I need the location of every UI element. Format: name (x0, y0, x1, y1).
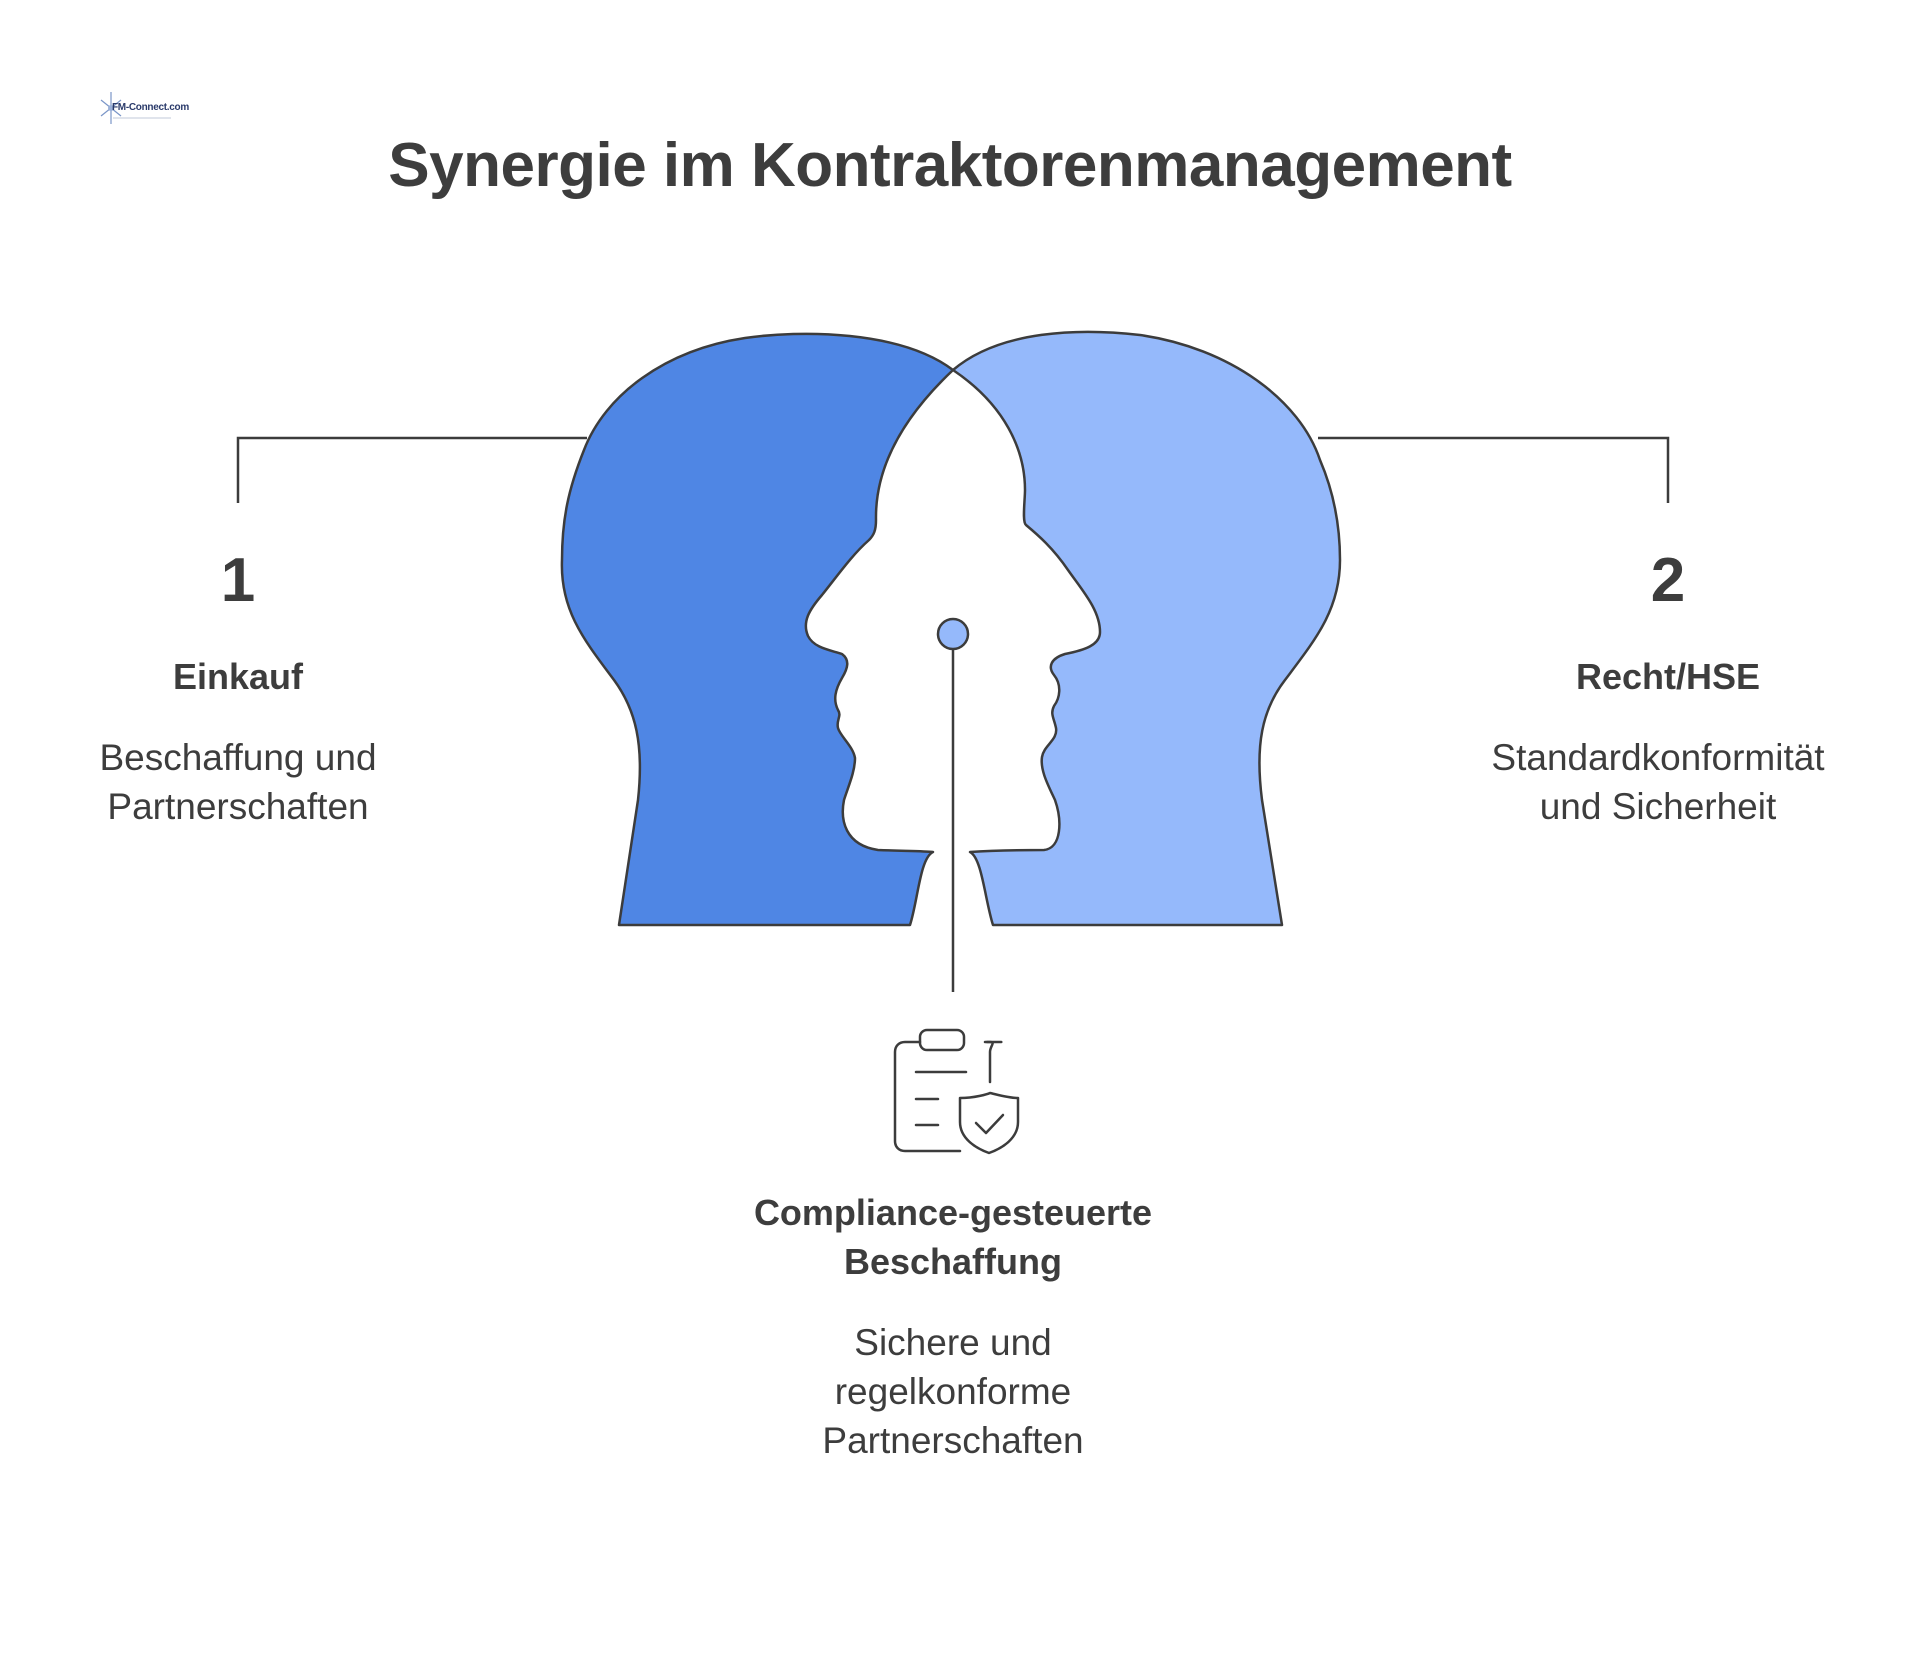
item-description-line: Standardkonformität (1491, 737, 1825, 778)
logo-text: FM-Connect.com (112, 102, 189, 113)
head-left (562, 334, 953, 925)
center-heading-line: Beschaffung (843, 1241, 1063, 1282)
center-description-line: regelkonforme (834, 1371, 1072, 1412)
item-heading-einkauf: Einkauf (172, 656, 304, 697)
connector-line-right (1318, 438, 1668, 503)
center-description (753, 1318, 1153, 1465)
page-title: Synergie im Kontraktorenmanagement (388, 131, 1512, 200)
item-description-line: Partnerschaften (107, 786, 369, 827)
center-description-line: Sichere und (854, 1322, 1052, 1363)
item-description-einkauf (38, 733, 438, 831)
item-description-line: und Sicherheit (1539, 786, 1777, 827)
item-number-1: 1 (220, 546, 256, 615)
center-dot (938, 619, 968, 649)
center-description-line: Partnerschaften (822, 1420, 1084, 1461)
clipboard-shield-check-icon (895, 1030, 1018, 1153)
item-heading-recht-hse: Recht/HSE (1575, 656, 1761, 697)
item-description-line: Beschaffung und (99, 737, 377, 778)
center-heading (703, 1188, 1203, 1286)
connector-line-left (238, 438, 587, 503)
item-number-2: 2 (1650, 546, 1686, 615)
item-description-recht-hse (1448, 733, 1868, 831)
center-heading-line: Compliance-gesteuerte (753, 1192, 1153, 1233)
head-right (953, 332, 1340, 925)
